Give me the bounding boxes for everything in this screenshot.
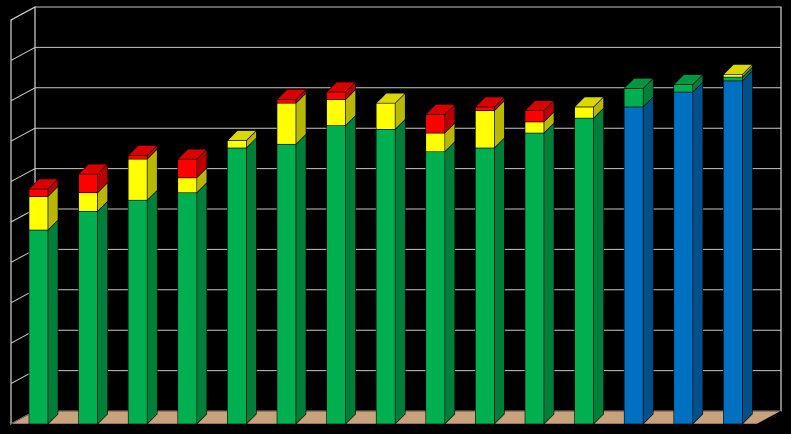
bar-segment <box>327 99 346 125</box>
bar-segment-side <box>693 82 703 424</box>
bar-segment <box>128 159 147 200</box>
bar-segment <box>475 107 494 111</box>
bar-segment-side <box>346 116 356 424</box>
bar-segment <box>29 196 48 230</box>
bar-stack <box>525 101 554 424</box>
bar-segment-side <box>246 138 256 424</box>
bar-segment <box>525 111 544 122</box>
bar-segment-side <box>48 220 58 424</box>
bar-segment <box>29 189 48 196</box>
bar-stack <box>575 97 604 424</box>
bar-segment-side <box>98 201 108 424</box>
bar-stack <box>277 89 306 424</box>
bar-segment <box>327 92 346 99</box>
bar-stack <box>723 64 752 424</box>
bar-segment <box>723 81 742 424</box>
bar-segment <box>227 141 246 148</box>
bar-stack <box>327 82 356 424</box>
bar-segment <box>178 178 197 193</box>
bar-segment <box>277 99 296 103</box>
bar-segment <box>525 133 544 424</box>
bar-segment <box>525 122 544 133</box>
bar-stack <box>624 78 653 424</box>
bar-segment <box>79 193 98 212</box>
bar-segment-side <box>147 190 157 424</box>
bar-segment <box>723 77 742 81</box>
bar-segment-side <box>197 183 207 424</box>
bar-stack <box>674 75 703 424</box>
bar-segment <box>624 88 643 107</box>
bar-segment <box>426 133 445 152</box>
bar-segment-side <box>544 123 554 424</box>
bar-segment <box>128 200 147 424</box>
bar-stack <box>376 93 405 424</box>
bar-stack <box>178 149 207 424</box>
bar-segment <box>277 144 296 424</box>
bar-segment <box>674 92 693 424</box>
bar-segment <box>426 114 445 133</box>
bar-segment <box>674 85 693 92</box>
bar-segment-side <box>594 108 604 424</box>
bar-stack <box>426 104 455 424</box>
bar-segment <box>575 118 594 424</box>
bar-segment <box>376 103 395 129</box>
bar-segment <box>277 103 296 144</box>
bar-stack <box>79 164 108 424</box>
bar-segment <box>79 211 98 424</box>
bar-stack <box>475 97 504 424</box>
bar-stack <box>128 145 157 424</box>
bar-segment <box>327 126 346 424</box>
bar-segment-side <box>445 142 455 424</box>
bar-segment <box>29 230 48 424</box>
bar-segment <box>624 107 643 424</box>
bar-segment <box>723 74 742 77</box>
bar-segment-side <box>494 138 504 424</box>
bar-segment <box>227 148 246 424</box>
bar-segment-side <box>742 71 752 424</box>
bar-stack <box>227 131 256 424</box>
bar-segment <box>79 174 98 193</box>
bar-segment <box>128 155 147 159</box>
bar-segment <box>475 111 494 148</box>
bar-segment <box>475 148 494 424</box>
bar-segment <box>376 129 395 424</box>
bar-segment <box>426 152 445 424</box>
bar-segment-side <box>395 119 405 424</box>
bar-segment-side <box>643 97 653 424</box>
bar-segment-side <box>296 134 306 424</box>
bar-segment <box>178 159 197 178</box>
bar-stack <box>29 179 58 424</box>
bar-segment <box>178 193 197 424</box>
bar-segment <box>575 107 594 118</box>
